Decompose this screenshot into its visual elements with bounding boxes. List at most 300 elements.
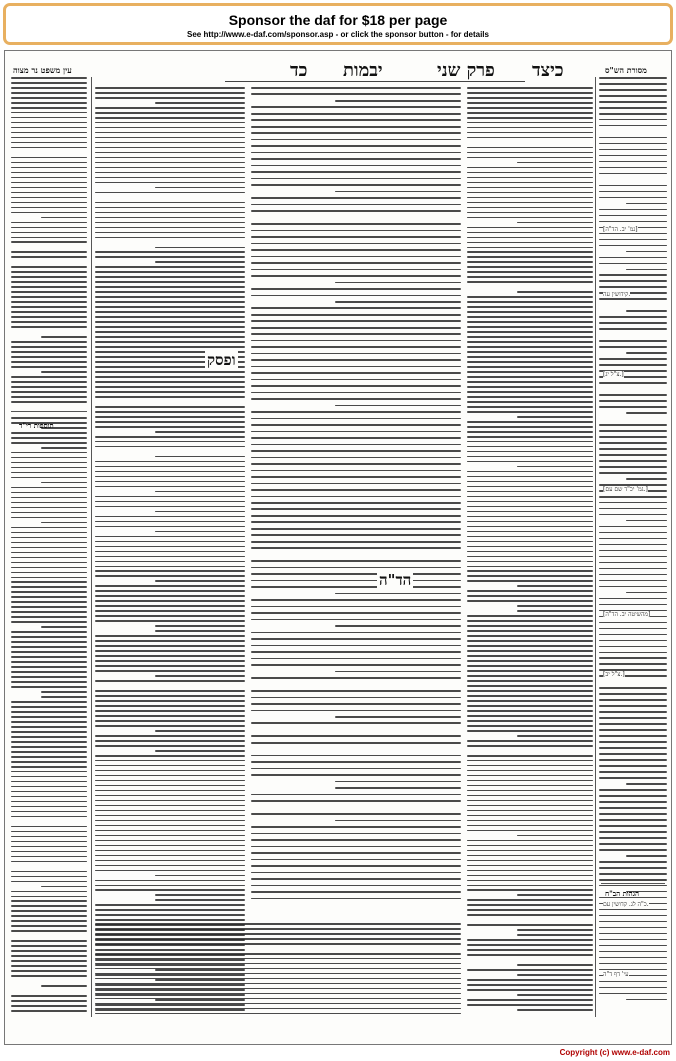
- text-line: [95, 1013, 461, 1015]
- text-line: [11, 935, 87, 937]
- text-line: [95, 416, 245, 418]
- text-line: [95, 919, 245, 921]
- text-line: [95, 790, 245, 792]
- text-line: [95, 526, 245, 528]
- text-line: [11, 321, 87, 323]
- text-line: [467, 885, 593, 887]
- text-line: [95, 775, 245, 777]
- text-line: [95, 855, 245, 857]
- text-line: [251, 470, 461, 472]
- text-line: [517, 291, 593, 293]
- text-line: [11, 930, 87, 932]
- text-line: [251, 742, 461, 744]
- header-rule: [225, 81, 525, 82]
- text-line: [599, 119, 667, 121]
- text-line: [95, 132, 245, 134]
- text-line: [11, 771, 87, 773]
- text-line: [11, 990, 87, 992]
- text-line: [626, 478, 667, 480]
- text-line: [599, 286, 667, 288]
- text-line: [251, 690, 461, 692]
- text-line: [11, 636, 87, 638]
- text-line: [95, 501, 245, 503]
- text-line: [95, 341, 245, 343]
- text-line: [467, 451, 593, 453]
- text-line: [599, 101, 667, 103]
- text-line: [95, 914, 245, 916]
- text-line: [11, 532, 87, 534]
- text-line: [599, 681, 667, 683]
- text-line: [11, 721, 87, 723]
- text-line: [95, 281, 245, 283]
- text-line: [11, 1005, 87, 1007]
- text-line: [95, 122, 245, 124]
- text-line: [95, 461, 245, 463]
- text-line: [95, 720, 245, 722]
- text-line: [467, 675, 593, 677]
- text-line: [11, 246, 87, 248]
- text-line: [599, 436, 667, 438]
- text-line: [95, 745, 245, 747]
- text-line: [599, 634, 667, 636]
- text-line: [251, 599, 461, 601]
- text-line: [41, 696, 87, 698]
- text-line: [95, 406, 245, 408]
- text-line: [599, 125, 667, 127]
- text-line: [95, 620, 245, 622]
- text-line: [11, 741, 87, 743]
- text-line: [599, 652, 667, 654]
- text-line: [599, 149, 667, 151]
- text-line: [467, 999, 593, 1001]
- text-line: [251, 437, 461, 439]
- text-line: [517, 835, 593, 837]
- text-line: [599, 185, 667, 187]
- text-line: [517, 994, 593, 996]
- text-line: [599, 430, 667, 432]
- text-line: [467, 286, 593, 288]
- text-line: [599, 107, 667, 109]
- text-line: [251, 664, 461, 666]
- text-line: [599, 646, 667, 648]
- text-line: [11, 816, 87, 818]
- text-line: [11, 341, 87, 343]
- text-line: [95, 640, 245, 642]
- text-line: [11, 82, 87, 84]
- text-line: [467, 431, 593, 433]
- text-line: [11, 172, 87, 174]
- tosafot-bottom-block: [95, 923, 461, 1019]
- text-line: [467, 590, 593, 592]
- chapter-number: פרק שני: [437, 60, 495, 81]
- text-line: [95, 850, 245, 852]
- text-line: [95, 266, 245, 268]
- text-line: [251, 502, 461, 504]
- text-line: [251, 891, 461, 893]
- text-line: [599, 95, 667, 97]
- text-line: [251, 496, 461, 498]
- text-line: [11, 212, 87, 214]
- text-line: [467, 640, 593, 642]
- text-line: [599, 89, 667, 91]
- text-line: [11, 142, 87, 144]
- text-line: [626, 783, 667, 785]
- text-line: [11, 651, 87, 653]
- text-line: [599, 765, 667, 767]
- text-line: [467, 207, 593, 209]
- text-line: [599, 556, 667, 558]
- text-line: [251, 87, 461, 89]
- text-line: [599, 777, 667, 779]
- text-line: [41, 886, 87, 888]
- text-line: [11, 152, 87, 154]
- text-line: [467, 830, 593, 832]
- text-line: [599, 837, 667, 839]
- text-line: [155, 630, 245, 632]
- text-line: [599, 622, 667, 624]
- text-line: [467, 775, 593, 777]
- text-line: [251, 385, 461, 387]
- text-line: [251, 411, 461, 413]
- text-line: [11, 736, 87, 738]
- text-line: [467, 984, 593, 986]
- text-line: [599, 807, 667, 809]
- text-line: [95, 880, 245, 882]
- text-line: [11, 826, 87, 828]
- text-line: [11, 706, 87, 708]
- text-line: [11, 980, 87, 982]
- text-line: [11, 207, 87, 209]
- text-line: [251, 748, 461, 750]
- text-line: [467, 521, 593, 523]
- text-line: [599, 831, 667, 833]
- text-line: [11, 676, 87, 678]
- text-line: [11, 227, 87, 229]
- text-line: [95, 92, 245, 94]
- text-line: [251, 295, 461, 297]
- text-line: [599, 657, 667, 659]
- margin-note: קידושין עה.: [603, 291, 631, 298]
- text-line: [11, 776, 87, 778]
- text-line: [251, 236, 461, 238]
- text-line: [11, 686, 87, 688]
- text-line: [11, 266, 87, 268]
- text-line: [41, 371, 87, 373]
- text-line: [95, 521, 245, 523]
- text-line: [95, 311, 245, 313]
- text-line: [95, 928, 461, 930]
- text-line: [467, 969, 593, 971]
- text-line: [95, 286, 245, 288]
- text-line: [11, 791, 87, 793]
- text-line: [95, 998, 461, 1000]
- text-line: [95, 516, 245, 518]
- text-line: [599, 981, 667, 983]
- text-line: [467, 117, 593, 119]
- text-line: [95, 471, 245, 473]
- text-line: [335, 820, 461, 822]
- text-line: [467, 306, 593, 308]
- text-line: [95, 660, 245, 662]
- text-line: [467, 690, 593, 692]
- text-line: [95, 566, 245, 568]
- text-line: [467, 406, 593, 408]
- text-line: [251, 372, 461, 374]
- text-line: [517, 585, 593, 587]
- text-line: [467, 157, 593, 159]
- text-line: [251, 684, 461, 686]
- text-line: [251, 606, 461, 608]
- text-line: [11, 601, 87, 603]
- text-line: [11, 132, 87, 134]
- text-line: [95, 301, 245, 303]
- text-line: [11, 856, 87, 858]
- text-line: [599, 316, 667, 318]
- text-line: [467, 386, 593, 388]
- text-line: [599, 526, 667, 528]
- text-line: [467, 346, 593, 348]
- text-line: [11, 442, 87, 444]
- text-line: [599, 574, 667, 576]
- text-line: [251, 878, 461, 880]
- text-line: [467, 745, 593, 747]
- text-line: [467, 705, 593, 707]
- text-line: [599, 562, 667, 564]
- text-line: [517, 964, 593, 966]
- text-line: [155, 894, 245, 896]
- text-line: [467, 217, 593, 219]
- text-line: [467, 391, 593, 393]
- text-line: [11, 122, 87, 124]
- gemara-heading-word: הד"ה: [379, 571, 412, 589]
- text-line: [95, 336, 245, 338]
- right-margin-title: מסורת הש"ס: [605, 65, 647, 75]
- text-line: [467, 580, 593, 582]
- text-line: [467, 541, 593, 543]
- text-line: [467, 301, 593, 303]
- text-line: [467, 815, 593, 817]
- text-line: [95, 993, 461, 995]
- text-line: [467, 486, 593, 488]
- text-line: [11, 452, 87, 454]
- text-line: [11, 351, 87, 353]
- text-line: [11, 271, 87, 273]
- text-line: [251, 126, 461, 128]
- text-line: [11, 920, 87, 922]
- text-line: [251, 230, 461, 232]
- text-line: [251, 852, 461, 854]
- text-line: [11, 876, 87, 878]
- text-line: [467, 192, 593, 194]
- text-line: [599, 921, 667, 923]
- text-line: [467, 810, 593, 812]
- text-line: [95, 421, 245, 423]
- text-line: [11, 641, 87, 643]
- text-line: [11, 950, 87, 952]
- text-line: [467, 336, 593, 338]
- text-line: [155, 531, 245, 533]
- text-line: [467, 800, 593, 802]
- text-line: [251, 139, 461, 141]
- text-line: [11, 756, 87, 758]
- text-line: [599, 454, 667, 456]
- hagahot-box-rule: [601, 883, 665, 884]
- text-line: [467, 595, 593, 597]
- text-line: [335, 716, 461, 718]
- text-line: [467, 949, 593, 951]
- text-line: [95, 665, 245, 667]
- text-line: [11, 836, 87, 838]
- text-line: [467, 526, 593, 528]
- text-line: [11, 910, 87, 912]
- text-line: [251, 333, 461, 335]
- text-line: [95, 506, 245, 508]
- text-line: [95, 1008, 461, 1010]
- text-line: [599, 508, 667, 510]
- text-line: [11, 326, 87, 328]
- text-line: [11, 586, 87, 588]
- text-line: [41, 985, 87, 987]
- text-line: [95, 635, 245, 637]
- text-line: [251, 223, 461, 225]
- sponsor-banner[interactable]: [3, 3, 673, 45]
- text-line: [335, 405, 461, 407]
- text-line: [251, 904, 461, 906]
- text-line: [251, 249, 461, 251]
- text-line: [95, 326, 245, 328]
- text-line: [599, 340, 667, 342]
- text-line: [599, 239, 667, 241]
- text-line: [11, 596, 87, 598]
- text-line: [155, 261, 245, 263]
- text-line: [11, 517, 87, 519]
- text-line: [11, 646, 87, 648]
- text-line: [599, 394, 667, 396]
- text-line: [599, 735, 667, 737]
- text-line: [251, 314, 461, 316]
- text-line: [467, 476, 593, 478]
- tosafot-column: [95, 87, 245, 1017]
- text-line: [599, 448, 667, 450]
- text-line: [467, 256, 593, 258]
- text-line: [95, 933, 461, 935]
- rashi-column: [467, 87, 593, 1017]
- text-line: [155, 675, 245, 677]
- text-line: [95, 411, 245, 413]
- text-line: [251, 528, 461, 530]
- sponsor-banner-subtitle[interactable]: See http://www.e-daf.com/sponsor.asp - or click the sponsor button - for details: [187, 30, 489, 39]
- text-line: [599, 460, 667, 462]
- text-line: [467, 112, 593, 114]
- text-line: [599, 406, 667, 408]
- text-line: [467, 924, 593, 926]
- text-line: [626, 310, 667, 312]
- text-line: [599, 418, 667, 420]
- text-line: [599, 245, 667, 247]
- text-line: [95, 426, 245, 428]
- text-line: [467, 825, 593, 827]
- text-line: [467, 625, 593, 627]
- margin-note: [צ"ל יג.]: [603, 371, 624, 378]
- text-line: [467, 172, 593, 174]
- text-line: [599, 322, 667, 324]
- text-line: [599, 280, 667, 282]
- text-line: [95, 948, 461, 950]
- text-line: [11, 331, 87, 333]
- text-line: [467, 665, 593, 667]
- text-line: [11, 117, 87, 119]
- hagahot-habach-title: הגהות הב"ח: [605, 889, 640, 898]
- text-line: [95, 172, 245, 174]
- lower-left-box-title: תוספות רי"ד: [19, 421, 54, 430]
- text-line: [467, 785, 593, 787]
- text-line: [11, 102, 87, 104]
- text-line: [95, 162, 245, 164]
- text-line: [599, 197, 667, 199]
- text-line: [599, 173, 667, 175]
- text-line: [11, 606, 87, 608]
- text-line: [599, 514, 667, 516]
- text-line: [467, 381, 593, 383]
- margin-note: [גמ' יכ"ד שם עם.]: [603, 486, 648, 493]
- text-line: [599, 191, 667, 193]
- text-line: [95, 1003, 461, 1005]
- text-line: [251, 645, 461, 647]
- text-line: [11, 960, 87, 962]
- text-line: [251, 366, 461, 368]
- text-line: [11, 396, 87, 398]
- text-line: [11, 671, 87, 673]
- text-line: [467, 471, 593, 473]
- text-line: [467, 182, 593, 184]
- text-line: [95, 276, 245, 278]
- text-line: [95, 242, 245, 244]
- text-line: [95, 391, 245, 393]
- text-line: [251, 846, 461, 848]
- text-line: [251, 898, 461, 900]
- text-line: [251, 307, 461, 309]
- sponsor-banner-title[interactable]: Sponsor the daf for $18 per page: [228, 12, 448, 28]
- text-line: [467, 570, 593, 572]
- column-divider: [595, 77, 596, 1017]
- text-line: [599, 568, 667, 570]
- text-line: [467, 740, 593, 742]
- text-line: [95, 938, 461, 940]
- text-line: [251, 703, 461, 705]
- text-line: [251, 353, 461, 355]
- text-line: [11, 746, 87, 748]
- text-line: [467, 860, 593, 862]
- text-line: [95, 112, 245, 114]
- text-line: [95, 815, 245, 817]
- text-line: [599, 699, 667, 701]
- text-line: [11, 432, 87, 434]
- text-line: [95, 207, 245, 209]
- text-line: [599, 987, 667, 989]
- text-line: [95, 610, 245, 612]
- text-line: [95, 476, 245, 478]
- text-line: [467, 87, 593, 89]
- text-line: [467, 899, 593, 901]
- text-line: [251, 833, 461, 835]
- text-line: [599, 825, 667, 827]
- text-line: [467, 331, 593, 333]
- text-line: [467, 167, 593, 169]
- text-line: [599, 747, 667, 749]
- text-line: [41, 447, 87, 449]
- text-line: [251, 813, 461, 815]
- text-line: [251, 722, 461, 724]
